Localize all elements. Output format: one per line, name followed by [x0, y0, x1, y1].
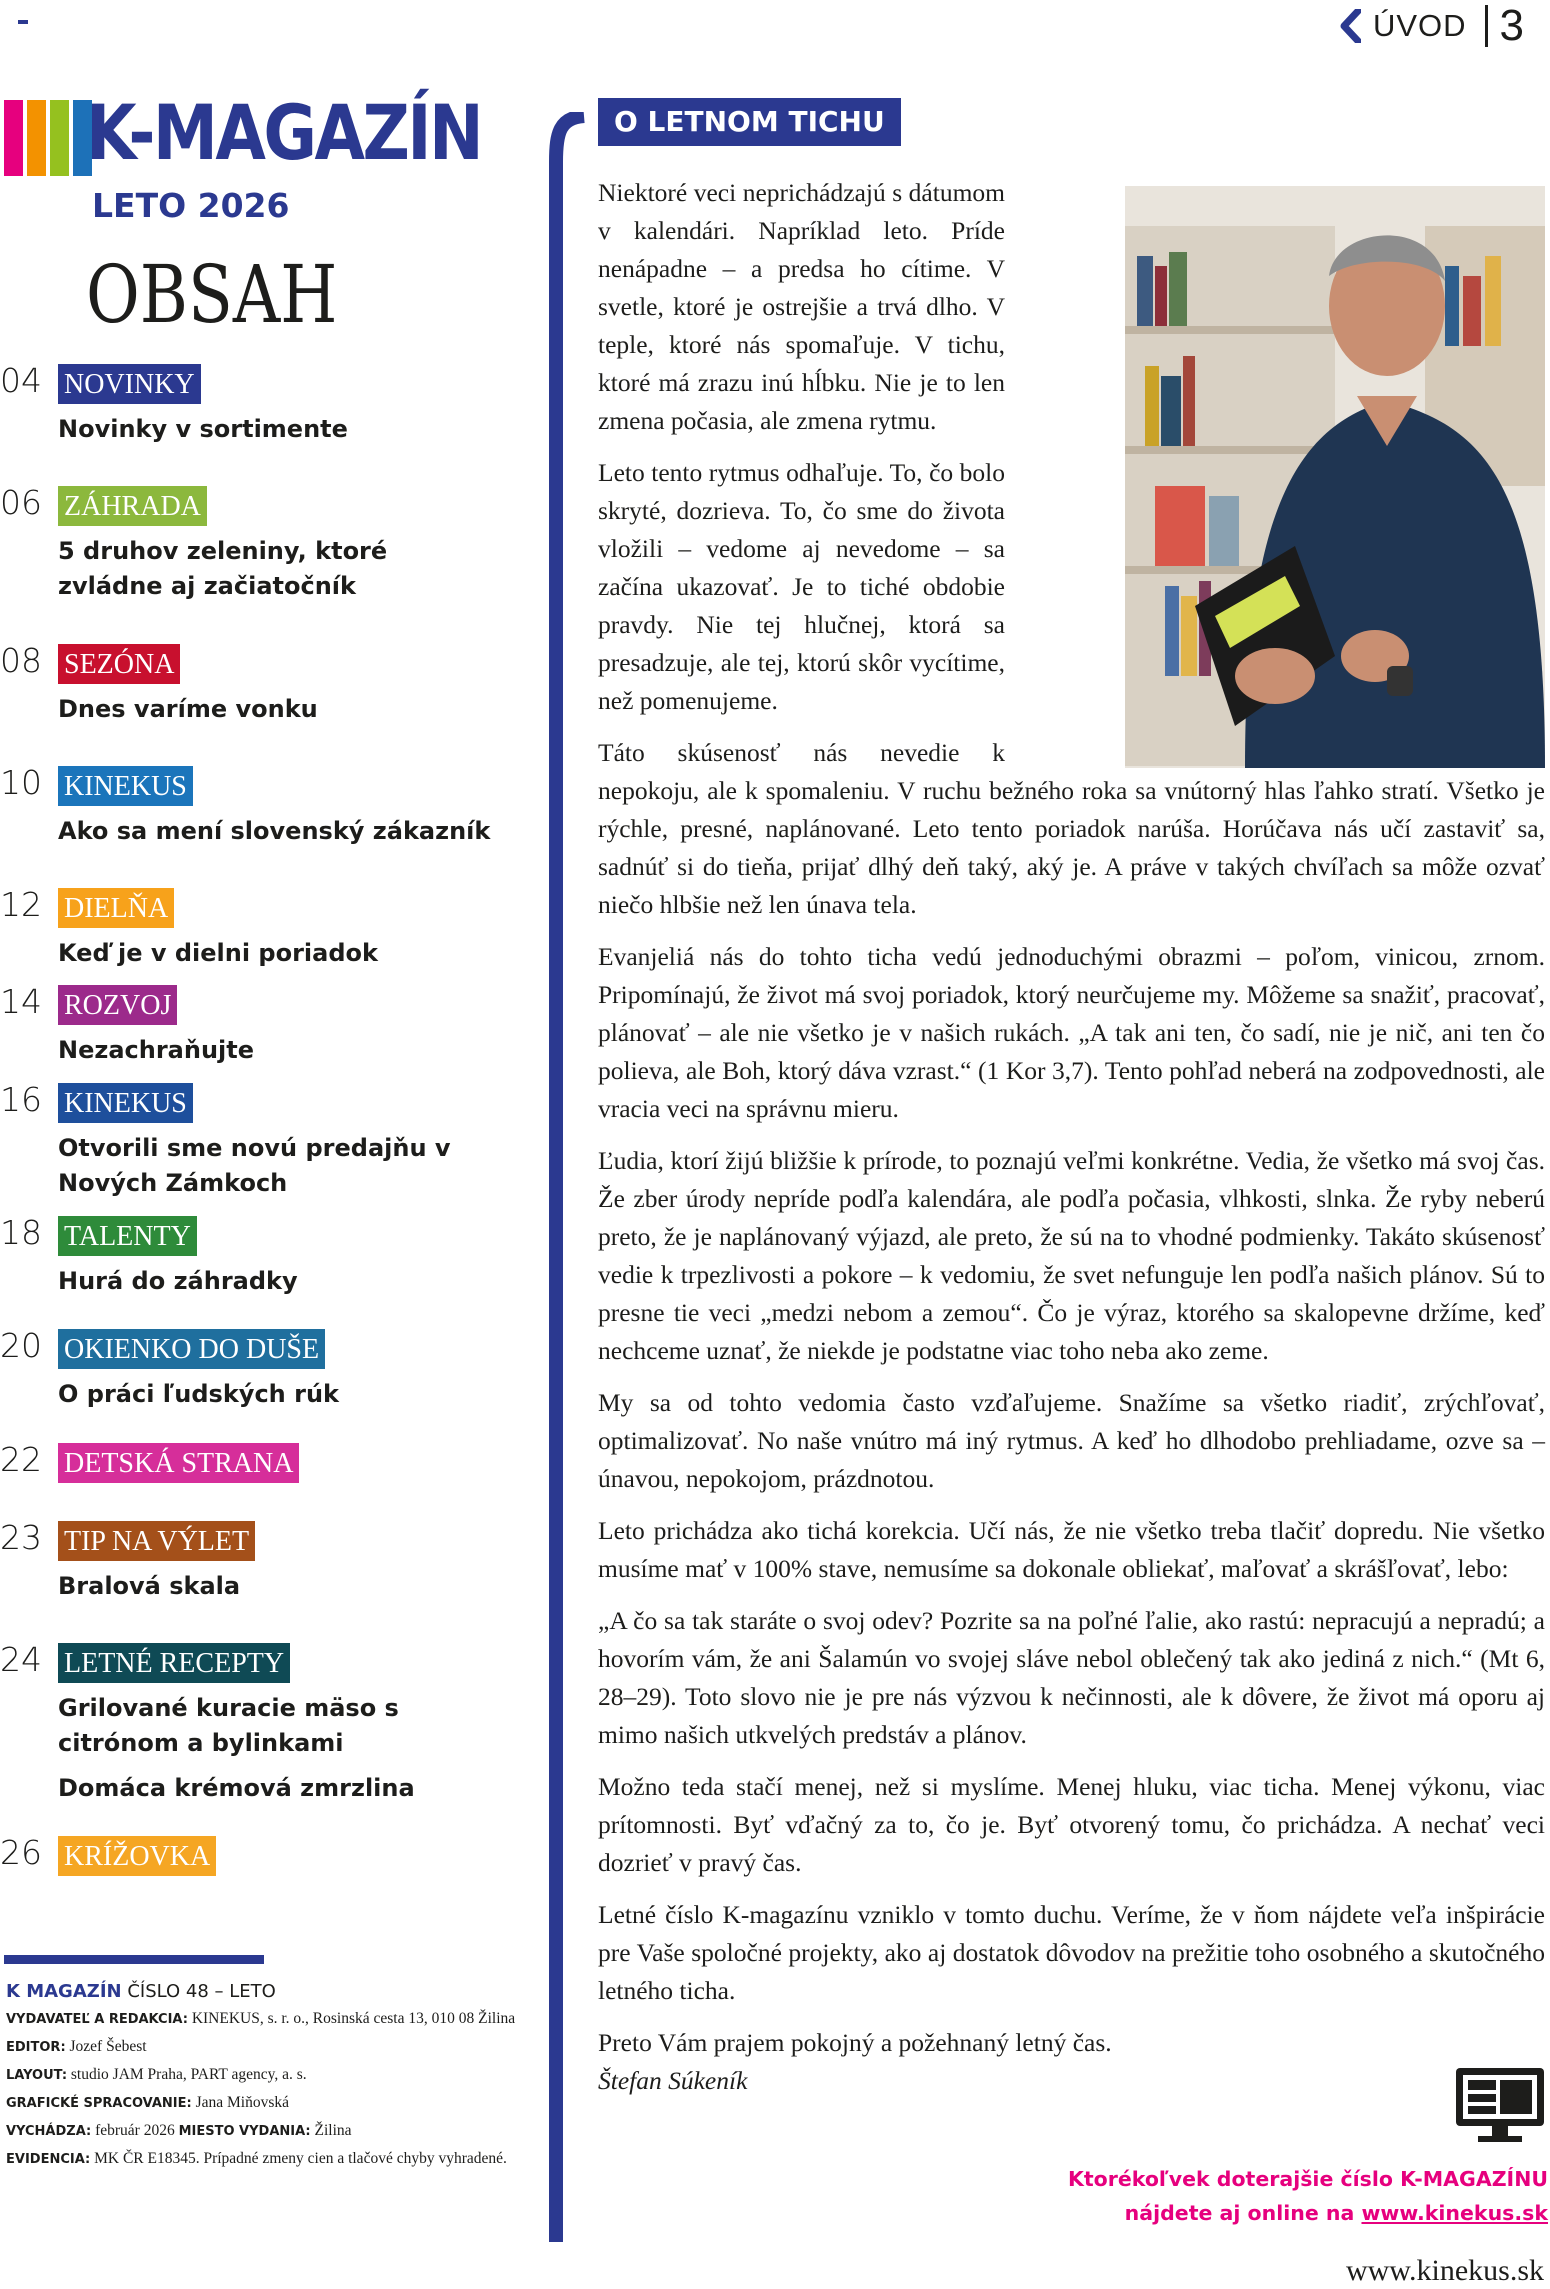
article-paragraph: Preto Vám prajem pokojný a požehnaný letný čas. — [598, 2028, 1112, 2057]
logo-stripes — [4, 100, 92, 176]
toc-item-title[interactable]: Ako sa mení slovenský zákazník — [58, 817, 491, 845]
toc-section-tag[interactable]: TALENTY — [58, 1216, 197, 1256]
article-paragraph: Táto skúsenosť nás nevedie k nepokoju, ale k spomaleniu. V ruchu bežného roka sa vnútorný hlas ľahko stratí. Všetko je rýchle, presné, naplánované. Leto tento poriadok narúša. Horúčava nás učí zastaviť sa, sadnúť si do tieňa, prijať dlhý deň taký, aký je. A práve v takých chvíľach sa môže ozvať niečo hlbšie než len únava tela. — [598, 738, 1545, 919]
impressum-bar — [4, 1955, 264, 1964]
toc-page-number: 24 — [0, 1640, 42, 1679]
footer-url[interactable]: www.kinekus.sk — [1345, 2254, 1544, 2287]
toc-page-number: 12 — [0, 885, 42, 924]
toc-section-tag[interactable]: KRÍŽOVKA — [58, 1836, 216, 1876]
impressum-issue: ČÍSLO 48 – LETO — [127, 1981, 276, 2002]
toc-section-tag[interactable]: TIP NA VÝLET — [58, 1521, 255, 1561]
editor-label: EDITOR: — [6, 2040, 66, 2055]
section-nav — [1339, 1, 1524, 50]
toc-title: OBSAH — [86, 248, 338, 341]
toc-page-number: 22 — [0, 1440, 42, 1479]
toc-page-number: 04 — [0, 361, 42, 400]
article-paragraph: „A čo sa tak staráte o svoj odev? Pozrite sa na poľné ľalie, ako rastú: nepracujú a nepradú; a hovorím vám, že ani Šalamún vo svojej sláve nebol oblečený tak ako jediná z nich.“ (Mt 6, 28–29). Toto slovo nie je pre nás výzvou k nečinnosti, ale k dôvere, že život má oporu aj mimo našich utkvelých predstáv a plánov. — [598, 1606, 1545, 1749]
registry-label: EVIDENCIA: — [6, 2152, 91, 2167]
promo-link[interactable]: www.kinekus.sk — [1361, 2201, 1548, 2225]
toc-page-number: 26 — [0, 1833, 42, 1872]
article-paragraph: My sa od tohto vedomia často vzďaľujeme. Snažíme sa všetko riadiť, zrýchľovať, optimalizovať. No naše vnútro má iný rytmus. A keď ho dlhodobo prehliadame, ozve sa – únavou, nepokojom, prázdnotou. — [598, 1388, 1545, 1493]
section-label[interactable]: ÚVOD — [1372, 8, 1467, 43]
toc-item-title[interactable]: Nezachraňujte — [58, 1036, 255, 1064]
toc-section-tag[interactable]: DIELŇA — [58, 888, 174, 928]
article-paragraph: Niektoré veci neprichádzajú s dátumom v kalendári. Napríklad leto. Príde nenápadne – a predsa ho cítime. V svetle, ktoré je ostrejšie a trvá dlho. V teple, ktoré nás spomaľuje. V tichu, ktoré má zrazu inú hĺbku. Nie je to len zmena počasia, ale zmena rytmu. — [598, 178, 1005, 435]
toc-item-title[interactable]: Dnes varíme vonku — [58, 695, 318, 723]
magazine-issue: LETO 2026 — [92, 186, 290, 225]
toc-item-title[interactable]: Domáca krémová zmrzlina — [58, 1774, 415, 1802]
toc-item-title[interactable]: Otvorili sme novú predajňu v Nových Zámkoch — [58, 1134, 451, 1197]
online-promo — [1020, 2162, 1548, 2230]
toc-section-tag[interactable]: ROZVOJ — [58, 985, 177, 1025]
article-paragraph: Leto tento rytmus odhaľuje. To, čo bolo skryté, dozrieva. To, čo sme do života vložili – vedome aj nevedome – sa začína ukazovať. Je to tiché obdobie pravdy. Nie tej hlučnej, ktorá sa presadzuje, ale tej, ktorú skôr vycítime, než pomenujeme. — [598, 458, 1005, 715]
layout-label: LAYOUT: — [6, 2068, 68, 2083]
toc-page-number: 20 — [0, 1326, 42, 1365]
toc-item-title[interactable]: Bralová skala — [58, 1572, 241, 1600]
promo-line: Ktorékoľvek doterajšie číslo K-MAGAZÍNU — [1067, 2167, 1548, 2191]
impressum-brand: K MAGAZÍN — [6, 1981, 122, 2002]
toc-item-title[interactable]: O práci ľudských rúk — [58, 1380, 339, 1408]
toc-section-tag[interactable]: NOVINKY — [58, 364, 201, 404]
magazine-title: K-MAGAZÍN — [86, 88, 482, 177]
toc-item-title[interactable]: Grilované kuracie mäso s citrónom a bylinkami — [58, 1694, 399, 1757]
toc-item-title[interactable]: Hurá do záhradky — [58, 1267, 298, 1295]
graphics-credit: Jana Miňovská — [195, 2094, 290, 2111]
toc-section-tag[interactable]: KINEKUS — [58, 1083, 193, 1123]
author-photo — [1125, 186, 1545, 768]
article-paragraph: Ľudia, ktorí žijú bližšie k prírode, to poznajú veľmi konkrétne. Vedia, že všetko má svoj čas. Že zber úrody nepríde podľa kalendára, ale podľa počasia, vlhkosti, slnka. Že ryby neberú preto, že je naplánovaný výjazd, ale preto, že sú na to vhodné podmienky. Takáto skúsenosť vedie k trpezlivosti a pokore – k vedomiu, že svet nefunguje len podľa našich plánov. Sú to presne tie veci „medzi nebom a zemou“. Čo je výraz, ktorého sa skalopevne držíme, keď nechceme uznať, že niekde je podstatne viac toho neba ako zeme. — [598, 1146, 1545, 1365]
toc-item-title[interactable]: Novinky v sortimente — [58, 415, 348, 443]
toc-section-tag[interactable]: SEZÓNA — [58, 644, 180, 684]
nav-divider — [1485, 5, 1488, 47]
toc-page-number: 23 — [0, 1518, 42, 1557]
toc-page-number: 16 — [0, 1080, 42, 1119]
chevron-left-icon[interactable] — [1339, 9, 1361, 43]
impressum — [6, 1978, 526, 2173]
toc-page-number: 14 — [0, 982, 42, 1021]
monitor-icon — [1452, 2064, 1548, 2146]
corner-mark — [18, 20, 28, 24]
toc-page-number: 06 — [0, 483, 42, 522]
toc-section-tag[interactable]: ZÁHRADA — [58, 486, 207, 526]
logo-stripe — [27, 100, 46, 176]
article-paragraph: Možno teda stačí menej, než si myslíme. Menej hluku, viac ticha. Menej výkonu, viac prítomnosti. Byť vďačný za to, čo je. Byť otvorený tomu, čo prichádza. A nechať veci dozrieť v pravý čas. — [598, 1772, 1545, 1877]
article-paragraph: Leto prichádza ako tichá korekcia. Učí nás, že nie všetko treba tlačiť dopredu. Nie všetko musíme mať v 100% stave, nemusíme sa dokonale obliekať, maľovať a skrášľovať, lebo: — [598, 1516, 1545, 1583]
toc-page-number: 18 — [0, 1213, 42, 1252]
logo-stripe — [4, 100, 23, 176]
toc-item-title[interactable]: Keď je v dielni poriadok — [58, 939, 378, 967]
article-paragraph: Evanjeliá nás do tohto ticha vedú jednoduchými obrazmi – poľom, vinicou, zrnom. Pripomínajú, že život má svoj poriadok, ktorý neurčujeme my. Môžeme sa snažiť, pracovať, plánovať – ale nie všetko je v našich rukách. „A tak ani ten, čo sadí, nie je nič, ani ten čo polieva, ale Boh, ktorý dáva vzrast.“ (1 Kor 3,7). Tento pohľad neberá na zodpovednosti, ale vracia veci na správnu mieru. — [598, 942, 1545, 1123]
promo-prefix: nájdete aj online na — [1124, 2201, 1362, 2225]
toc-item-title[interactable]: 5 druhov zeleniny, ktoré zvládne aj začiatočník — [58, 537, 388, 600]
layout-credit: studio JAM Praha, PART agency, a. s. — [70, 2066, 307, 2083]
place: Žilina — [314, 2122, 352, 2139]
publisher-label: VYDAVATEĽ A REDAKCIA: — [6, 2012, 188, 2027]
editor: Jozef Šebest — [69, 2038, 147, 2055]
column-bracket — [546, 112, 586, 2242]
publisher: KINEKUS, s. r. o., Rosinská cesta 13, 010 08 Žilina — [191, 2010, 516, 2027]
registry: MK ČR E18345. Prípadné zmeny cien a tlačové chyby vyhradené. — [94, 2150, 507, 2167]
article-tag: O LETNOM TICHU — [598, 98, 901, 146]
published-label: VYCHÁDZA: — [6, 2124, 92, 2139]
toc-page-number: 08 — [0, 641, 42, 680]
published: február 2026 — [95, 2122, 175, 2139]
article-signature: Štefan Súkeník — [598, 2066, 748, 2095]
page-number: 3 — [1499, 1, 1524, 50]
place-label: MIESTO VYDANIA: — [178, 2124, 311, 2139]
toc-section-tag[interactable]: OKIENKO DO DUŠE — [58, 1329, 325, 1369]
toc-page-number: 10 — [0, 763, 42, 802]
toc-section-tag[interactable]: LETNÉ RECEPTY — [58, 1643, 290, 1683]
graphics-label: GRAFICKÉ SPRACOVANIE: — [6, 2096, 192, 2111]
toc-section-tag[interactable]: DETSKÁ STRANA — [58, 1443, 299, 1483]
article-paragraph: Letné číslo K-magazínu vzniklo v tomto duchu. Veríme, že v ňom nájdete veľa inšpirácie pre Vaše spoločné projekty, ako aj dostatok dôvodov na prežitie toho osobného a skutočného letného ticha. — [598, 1900, 1545, 2005]
toc-section-tag[interactable]: KINEKUS — [58, 766, 193, 806]
logo-stripe — [50, 100, 69, 176]
